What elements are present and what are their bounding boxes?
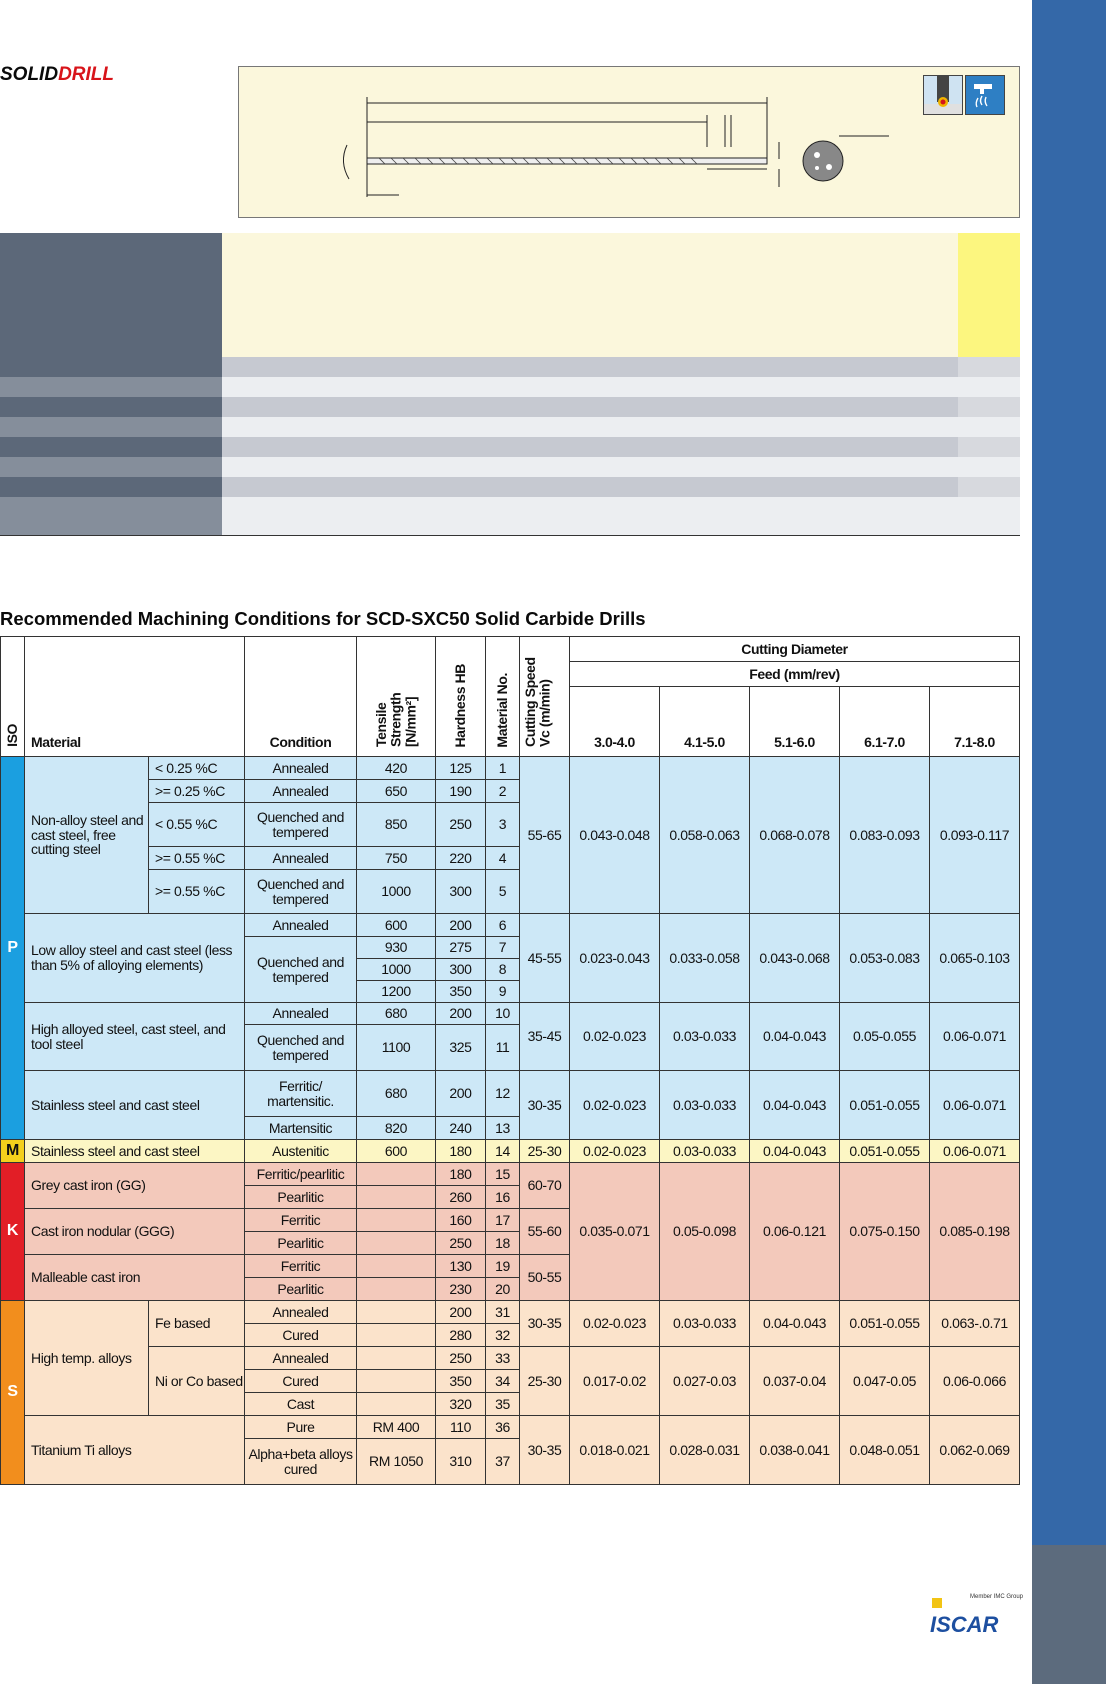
condition-cell: Ferritic <box>245 1209 357 1232</box>
condition-cell: Pearlitic <box>245 1232 357 1255</box>
tensile-cell: 1100 <box>357 1025 436 1071</box>
hardness-cell: 180 <box>436 1163 486 1186</box>
spec-table-header-right <box>958 233 1020 357</box>
feed-cell: 0.053-0.083 <box>840 914 930 1003</box>
material-cell: Stainless steel and cast steel <box>25 1140 245 1163</box>
feed-cell: 0.027-0.03 <box>660 1347 750 1416</box>
tensile-cell <box>357 1370 436 1393</box>
table-row <box>1 1163 1020 1186</box>
hardness-cell: 325 <box>436 1025 486 1071</box>
tensile-cell <box>357 1163 436 1186</box>
material-no-cell: 37 <box>486 1439 520 1485</box>
tensile-cell <box>357 1209 436 1232</box>
speed-cell: 30-35 <box>520 1071 570 1140</box>
feed-cell: 0.06-0.066 <box>930 1347 1020 1416</box>
hardness-cell: 160 <box>436 1209 486 1232</box>
material-no-cell: 10 <box>486 1003 520 1025</box>
carbon-cell: < 0.25 %C <box>149 757 245 780</box>
hardness-cell: 200 <box>436 914 486 937</box>
header-hardness: Hardness HB <box>436 637 486 757</box>
feed-cell: 0.033-0.058 <box>660 914 750 1003</box>
condition-cell: Pearlitic <box>245 1278 357 1301</box>
material-no-cell: 4 <box>486 847 520 870</box>
feed-cell: 0.043-0.068 <box>750 914 840 1003</box>
spec-row <box>0 497 1020 535</box>
iscar-logo <box>930 1598 1022 1636</box>
speed-cell: 55-60 <box>520 1209 570 1255</box>
material-no-cell: 35 <box>486 1393 520 1416</box>
speed-cell: 25-30 <box>520 1347 570 1416</box>
subgroup-cell: Ni or Co based <box>149 1347 245 1416</box>
logo-member-text: Member IMC Group <box>970 1594 1024 1600</box>
header-diameter-1: 3.0-4.0 <box>570 687 660 757</box>
condition-cell: Annealed <box>245 1347 357 1370</box>
feed-cell: 0.03-0.033 <box>660 1071 750 1140</box>
condition-cell: Annealed <box>245 1003 357 1025</box>
tensile-cell: RM 1050 <box>357 1439 436 1485</box>
hardness-cell: 300 <box>436 870 486 914</box>
tensile-cell: 850 <box>357 803 436 847</box>
feed-cell: 0.03-0.033 <box>660 1140 750 1163</box>
header-condition: Condition <box>245 637 357 757</box>
subgroup-cell: Fe based <box>149 1301 245 1347</box>
carbon-cell: < 0.55 %C <box>149 803 245 847</box>
header-material: Material <box>25 637 245 757</box>
condition-cell: Ferritic <box>245 1255 357 1278</box>
iso-group-m: M <box>1 1140 25 1163</box>
side-band-bottom <box>1032 1545 1106 1684</box>
hardness-cell: 130 <box>436 1255 486 1278</box>
feed-cell: 0.083-0.093 <box>840 757 930 914</box>
spec-table-bottom-rule <box>0 535 1020 536</box>
hardness-cell: 350 <box>436 1370 486 1393</box>
condition-cell: Annealed <box>245 780 357 803</box>
carbon-cell: >= 0.55 %C <box>149 847 245 870</box>
feed-cell: 0.02-0.023 <box>570 1003 660 1071</box>
tensile-cell: 820 <box>357 1117 436 1140</box>
hardness-cell: 310 <box>436 1439 486 1485</box>
condition-cell: Quenched and tempered <box>245 937 357 1003</box>
side-band <box>1032 0 1106 1684</box>
hardness-cell: 280 <box>436 1324 486 1347</box>
condition-cell: Annealed <box>245 847 357 870</box>
tensile-cell <box>357 1324 436 1347</box>
header-feed: Feed (mm/rev) <box>570 662 1020 687</box>
hardness-cell: 240 <box>436 1117 486 1140</box>
material-no-cell: 32 <box>486 1324 520 1347</box>
feed-cell: 0.037-0.04 <box>750 1347 840 1416</box>
condition-cell: Pure <box>245 1416 357 1439</box>
material-no-cell: 14 <box>486 1140 520 1163</box>
feed-cell: 0.043-0.048 <box>570 757 660 914</box>
feed-cell: 0.04-0.043 <box>750 1071 840 1140</box>
hardness-cell: 200 <box>436 1003 486 1025</box>
table-row <box>1 1347 1020 1370</box>
tensile-cell <box>357 1301 436 1324</box>
material-no-cell: 36 <box>486 1416 520 1439</box>
condition-cell: Cured <box>245 1370 357 1393</box>
hardness-cell: 110 <box>436 1416 486 1439</box>
feed-cell: 0.06-0.121 <box>750 1163 840 1301</box>
spec-row <box>0 357 1020 377</box>
header-iso: ISO <box>1 637 25 757</box>
material-no-cell: 11 <box>486 1025 520 1071</box>
hardness-cell: 220 <box>436 847 486 870</box>
feed-cell: 0.058-0.063 <box>660 757 750 914</box>
spec-table-header-left <box>0 233 222 357</box>
feed-cell: 0.068-0.078 <box>750 757 840 914</box>
tensile-cell <box>357 1278 436 1301</box>
feed-cell: 0.063-.0.71 <box>930 1301 1020 1347</box>
condition-cell: Annealed <box>245 914 357 937</box>
material-cell: Malleable cast iron <box>25 1255 245 1301</box>
header-diameter-3: 5.1-6.0 <box>750 687 840 757</box>
tensile-cell: 1000 <box>357 959 436 981</box>
material-no-cell: 13 <box>486 1117 520 1140</box>
material-no-cell: 2 <box>486 780 520 803</box>
condition-cell: Annealed <box>245 757 357 780</box>
feed-cell: 0.085-0.198 <box>930 1163 1020 1301</box>
material-no-cell: 33 <box>486 1347 520 1370</box>
spec-row <box>0 397 1020 417</box>
condition-cell: Alpha+beta alloys cured <box>245 1439 357 1485</box>
tensile-cell <box>357 1393 436 1416</box>
spec-table-header-middle <box>222 233 958 357</box>
material-no-cell: 12 <box>486 1071 520 1117</box>
iso-group-p: P <box>1 757 25 1140</box>
drill-drawing-box <box>238 66 1020 218</box>
feed-cell: 0.051-0.055 <box>840 1301 930 1347</box>
table-row <box>1 1416 1020 1439</box>
header-cutting-diameter: Cutting Diameter <box>570 637 1020 662</box>
material-no-cell: 20 <box>486 1278 520 1301</box>
hardness-cell: 200 <box>436 1071 486 1117</box>
material-cell: Non-alloy steel and cast steel, free cutting steel <box>25 757 149 914</box>
material-cell: Cast iron nodular (GGG) <box>25 1209 245 1255</box>
table-row <box>1 1301 1020 1324</box>
material-no-cell: 34 <box>486 1370 520 1393</box>
hardness-cell: 200 <box>436 1301 486 1324</box>
speed-cell: 30-35 <box>520 1416 570 1485</box>
hardness-cell: 250 <box>436 803 486 847</box>
condition-cell: Quenched and tempered <box>245 1025 357 1071</box>
feed-cell: 0.03-0.033 <box>660 1301 750 1347</box>
logo-wordmark: ISCAR <box>930 1612 999 1636</box>
tensile-cell: 600 <box>357 1140 436 1163</box>
tensile-cell <box>357 1255 436 1278</box>
hardness-cell: 300 <box>436 959 486 981</box>
material-no-cell: 31 <box>486 1301 520 1324</box>
spec-row <box>0 477 1020 497</box>
material-cell: Grey cast iron (GG) <box>25 1163 245 1209</box>
table-row <box>1 914 1020 937</box>
speed-cell: 55-65 <box>520 757 570 914</box>
feed-cell: 0.06-0.071 <box>930 1140 1020 1163</box>
feed-cell: 0.03-0.033 <box>660 1003 750 1071</box>
material-cell: Low alloy steel and cast steel (less than 5% of alloying elements) <box>25 914 245 1003</box>
header-tensile-strength: Tensile Strength [N/mm²] <box>357 637 436 757</box>
feed-cell: 0.065-0.103 <box>930 914 1020 1003</box>
header-material-no: Material No. <box>486 637 520 757</box>
tensile-cell: 930 <box>357 937 436 959</box>
speed-cell: 30-35 <box>520 1301 570 1347</box>
tensile-cell: 750 <box>357 847 436 870</box>
feed-cell: 0.028-0.031 <box>660 1416 750 1485</box>
condition-cell: Cast <box>245 1393 357 1416</box>
spec-row <box>0 457 1020 477</box>
feed-cell: 0.047-0.05 <box>840 1347 930 1416</box>
coolant-tap-icon <box>965 75 1005 115</box>
speed-cell: 45-55 <box>520 914 570 1003</box>
header-diameter-4: 6.1-7.0 <box>840 687 930 757</box>
tensile-cell: 600 <box>357 914 436 937</box>
material-no-cell: 8 <box>486 959 520 981</box>
brand-logo: SOLIDDRILL <box>0 64 114 85</box>
feed-cell: 0.05-0.098 <box>660 1163 750 1301</box>
carbon-cell: >= 0.55 %C <box>149 870 245 914</box>
feed-cell: 0.02-0.023 <box>570 1140 660 1163</box>
drill-dimension-drawing <box>239 67 1019 217</box>
material-no-cell: 5 <box>486 870 520 914</box>
feed-cell: 0.051-0.055 <box>840 1071 930 1140</box>
material-no-cell: 3 <box>486 803 520 847</box>
tensile-cell: 1200 <box>357 981 436 1003</box>
condition-cell: Pearlitic <box>245 1186 357 1209</box>
machining-conditions-table <box>0 636 1020 1485</box>
feed-cell: 0.02-0.023 <box>570 1071 660 1140</box>
header-cutting-speed: Cutting Speed Vc (m/min) <box>520 637 570 757</box>
spec-row <box>0 437 1020 457</box>
material-no-cell: 7 <box>486 937 520 959</box>
tensile-cell <box>357 1186 436 1209</box>
hardness-cell: 275 <box>436 937 486 959</box>
material-cell: Stainless steel and cast steel <box>25 1071 245 1140</box>
hardness-cell: 230 <box>436 1278 486 1301</box>
feed-cell: 0.05-0.055 <box>840 1003 930 1071</box>
feed-cell: 0.035-0.071 <box>570 1163 660 1301</box>
page-title: Recommended Machining Conditions for SCD-SXC50 Solid Carbide Drills <box>0 608 646 629</box>
feed-cell: 0.051-0.055 <box>840 1140 930 1163</box>
feed-cell: 0.038-0.041 <box>750 1416 840 1485</box>
feed-cell: 0.062-0.069 <box>930 1416 1020 1485</box>
feed-cell: 0.02-0.023 <box>570 1301 660 1347</box>
tensile-cell: 680 <box>357 1003 436 1025</box>
tensile-cell: 680 <box>357 1071 436 1117</box>
tensile-cell: RM 400 <box>357 1416 436 1439</box>
header-diameter-2: 4.1-5.0 <box>660 687 750 757</box>
material-no-cell: 9 <box>486 981 520 1003</box>
table-row <box>1 1003 1020 1025</box>
material-no-cell: 18 <box>486 1232 520 1255</box>
tensile-cell: 1000 <box>357 870 436 914</box>
feed-cell: 0.04-0.043 <box>750 1003 840 1071</box>
condition-cell: Cured <box>245 1324 357 1347</box>
feed-cell: 0.075-0.150 <box>840 1163 930 1301</box>
material-no-cell: 19 <box>486 1255 520 1278</box>
table-row <box>1 1071 1020 1117</box>
hardness-cell: 190 <box>436 780 486 803</box>
feed-cell: 0.018-0.021 <box>570 1416 660 1485</box>
table-row <box>1 1140 1020 1163</box>
material-cell: Titanium Ti alloys <box>25 1416 245 1485</box>
through-coolant-drill-icon <box>923 75 963 115</box>
hardness-cell: 180 <box>436 1140 486 1163</box>
condition-cell: Quenched and tempered <box>245 803 357 847</box>
feed-cell: 0.093-0.117 <box>930 757 1020 914</box>
feed-cell: 0.04-0.043 <box>750 1140 840 1163</box>
material-no-cell: 1 <box>486 757 520 780</box>
hardness-cell: 250 <box>436 1232 486 1255</box>
material-no-cell: 6 <box>486 914 520 937</box>
iso-group-s: S <box>1 1301 25 1485</box>
material-no-cell: 17 <box>486 1209 520 1232</box>
hardness-cell: 250 <box>436 1347 486 1370</box>
material-cell: High temp. alloys <box>25 1301 149 1416</box>
spec-row <box>0 417 1020 437</box>
speed-cell: 25-30 <box>520 1140 570 1163</box>
feed-cell: 0.023-0.043 <box>570 914 660 1003</box>
condition-cell: Quenched and tempered <box>245 870 357 914</box>
material-no-cell: 16 <box>486 1186 520 1209</box>
iso-group-k: K <box>1 1163 25 1301</box>
condition-cell: Ferritic/pearlitic <box>245 1163 357 1186</box>
feed-cell: 0.048-0.051 <box>840 1416 930 1485</box>
hardness-cell: 350 <box>436 981 486 1003</box>
hardness-cell: 320 <box>436 1393 486 1416</box>
feed-cell: 0.06-0.071 <box>930 1003 1020 1071</box>
material-cell: High alloyed steel, cast steel, and tool steel <box>25 1003 245 1071</box>
tensile-cell: 420 <box>357 757 436 780</box>
header-diameter-5: 7.1-8.0 <box>930 687 1020 757</box>
condition-cell: Martensitic <box>245 1117 357 1140</box>
condition-cell: Austenitic <box>245 1140 357 1163</box>
feed-cell: 0.017-0.02 <box>570 1347 660 1416</box>
tensile-cell <box>357 1347 436 1370</box>
table-row <box>1 757 1020 780</box>
material-no-cell: 15 <box>486 1163 520 1186</box>
spec-row <box>0 377 1020 397</box>
speed-cell: 50-55 <box>520 1255 570 1301</box>
hardness-cell: 125 <box>436 757 486 780</box>
feed-cell: 0.06-0.071 <box>930 1071 1020 1140</box>
carbon-cell: >= 0.25 %C <box>149 780 245 803</box>
condition-cell: Ferritic/ martensitic. <box>245 1071 357 1117</box>
tensile-cell <box>357 1232 436 1255</box>
speed-cell: 60-70 <box>520 1163 570 1209</box>
condition-cell: Annealed <box>245 1301 357 1324</box>
tensile-cell: 650 <box>357 780 436 803</box>
feed-cell: 0.04-0.043 <box>750 1301 840 1347</box>
hardness-cell: 260 <box>436 1186 486 1209</box>
speed-cell: 35-45 <box>520 1003 570 1071</box>
